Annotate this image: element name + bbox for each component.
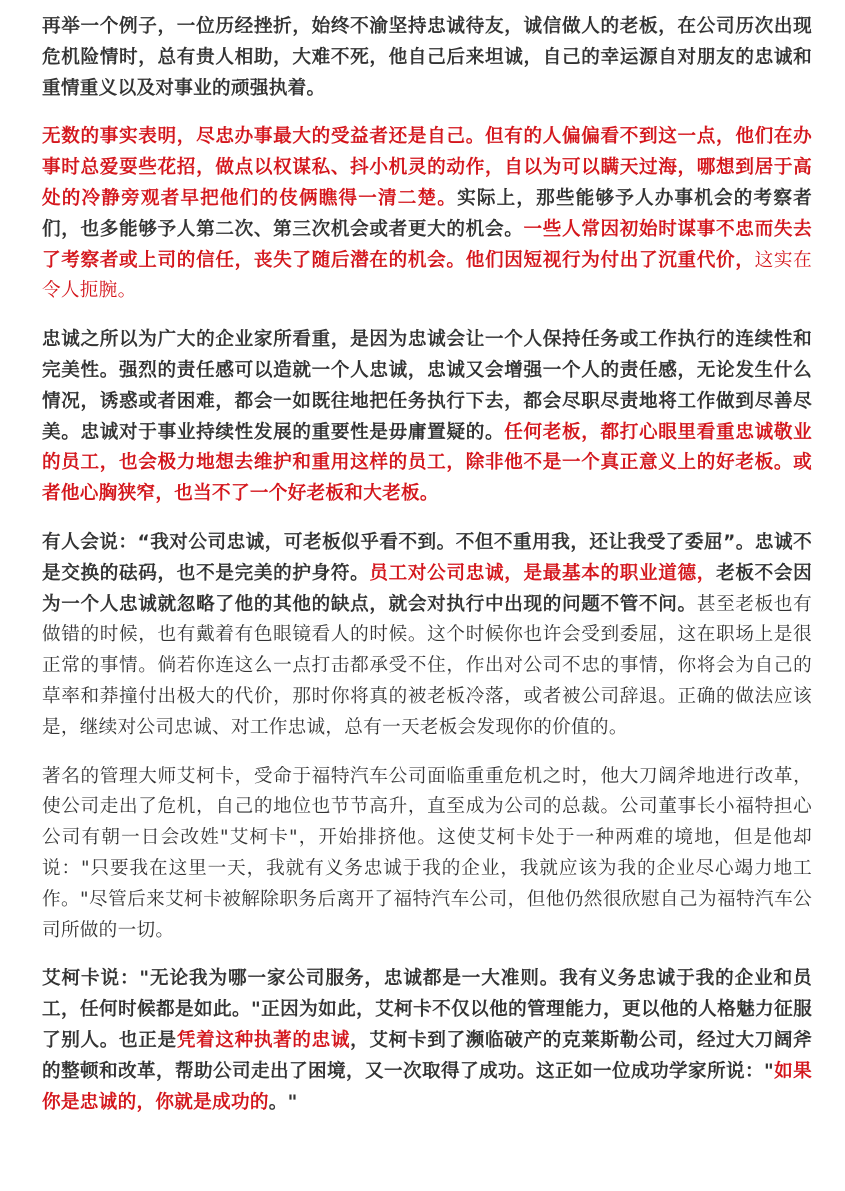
paragraph-loyalty-valued: [42, 325, 812, 510]
text-segment: 再举一个例子，一位历经挫折，始终不渝坚持忠诚待友，诚信做人的老板，在公司历次出现危机险情时，总有贵人相助，大难不死，他自己后来坦诚，自己的幸运源自对朋友的忠诚和重情重义以及对事业的顽强执着。: [42, 16, 812, 99]
text-segment: 甚至老板也有做错的时候，也有戴着有色眼镜看人的时候。这个时候你也许会受到委屈，这在职场上是很正常的事情。倘若你连这么一点打击都承受不住，作出对公司不忠的事情，你将会为自己的草率和莽撞付出极大的代价，那时你将真的被老板冷落，或者被公司辞退。正确的做法应该是，继续对公司忠诚、对工作忠诚，总有一天老板会发现你的价值的。: [42, 593, 813, 738]
text-segment: 如果你是忠诚的，你就是成功的: [42, 1060, 813, 1113]
text-segment: 一些人常因初始时谋事不忠而失去了考察者或上司的信任，丧失了随后潜在的机会。他们因短视行为付出了沉重代价，: [42, 218, 812, 271]
paragraph-iacocca-story: [42, 762, 812, 947]
text-segment: 员工对公司忠诚，是最基本的职业道德，: [369, 562, 717, 584]
text-segment: 著名的管理大师艾柯卡，受命于福特汽车公司面临重重危机之时，他大刀阔斧地进行改革，使公司走出了危机，自己的地位也节节高升，直至成为公司的总裁。公司董事长小福特担心公司有朝一日会改姓"艾柯卡"，开始排挤他。这使艾柯卡处于一种两难的境地，但是他却说："只要我在这里一天，我就有义务忠诚于我的企业，我就应该为我的企业尽心竭力地工作。"尽管后来艾柯卡被解除职务后离开了福特汽车公司，但他仍然很欣慰自己为福特汽车公司所做的一切。: [42, 765, 812, 941]
paragraph-facts-show: [42, 122, 812, 307]
text-segment: 实际上，那些能够予人办事机会的考察者们，也多能够予人第二次、第三次机会或者更大的机会。: [42, 187, 812, 240]
text-segment: 凭着这种执著的忠诚: [176, 1029, 351, 1051]
text-segment: 有人会说：“我对公司忠诚，可老板似乎看不到。不但不重用我，还让我受了委屈”。忠诚不是交换的砝码，也不是完美的护身符。: [42, 531, 812, 584]
paragraph-example-boss: [42, 12, 812, 104]
paragraph-iacocca-quote: [42, 964, 812, 1118]
text-segment: 忠诚之所以为广大的企业家所看重，是因为忠诚会让一个人保持任务或工作执行的连续性和完美性。强烈的责任感可以造就一个人忠诚，忠诚又会增强一个人的责任感，无论发生什么情况，诱惑或者困难，都会一如既往地把任务执行下去，都会尽职尽责地将工作做到尽善尽美。: [42, 329, 812, 443]
text-segment: 老板不会因为一个人忠诚就忽略了他的其他的缺点，就会对执行中出现的问题不管不问。: [42, 562, 812, 615]
text-segment: 无数的事实表明，尽忠办事最大的受益者还是自己。但有的人偏偏看不到这一点，他们在办事时总爱耍些花招，做点以权谋私、抖小机灵的动作，自以为可以瞒天过海，哪想到居于高处的冷静旁观者早把他们的伎俩瞧得一清二楚。: [42, 126, 812, 209]
paragraph-someone-says: [42, 528, 812, 744]
text-segment: 任何老板，都打心眼里看重忠诚敬业的员工，也会极力地想去维护和重用这样的员工，除非他不是一个真正意义上的好老板。或者他心胸狭窄，也当不了一个好老板和大老板。: [42, 421, 812, 505]
text-segment: 。": [268, 1091, 298, 1113]
text-segment: 这实在令人扼腕。: [42, 249, 812, 302]
text-segment: ，艾柯卡到了濒临破产的克莱斯勒公司，经过大刀阔斧的整顿和改革，帮助公司走出了困境，又一次取得了成功。这正如一位成功学家所说：": [42, 1029, 813, 1082]
text-segment: 忠诚对于事业持续性发展的重要性是毋庸置疑的。: [80, 421, 505, 443]
text-segment: 艾柯卡说："无论我为哪一家公司服务，忠诚都是一大准则。我有义务忠诚于我的企业和员工，任何时候都是如此。"正因为如此，艾柯卡不仅以他的管理能力，更以他的人格魅力征服了别人。也正是: [42, 968, 812, 1051]
